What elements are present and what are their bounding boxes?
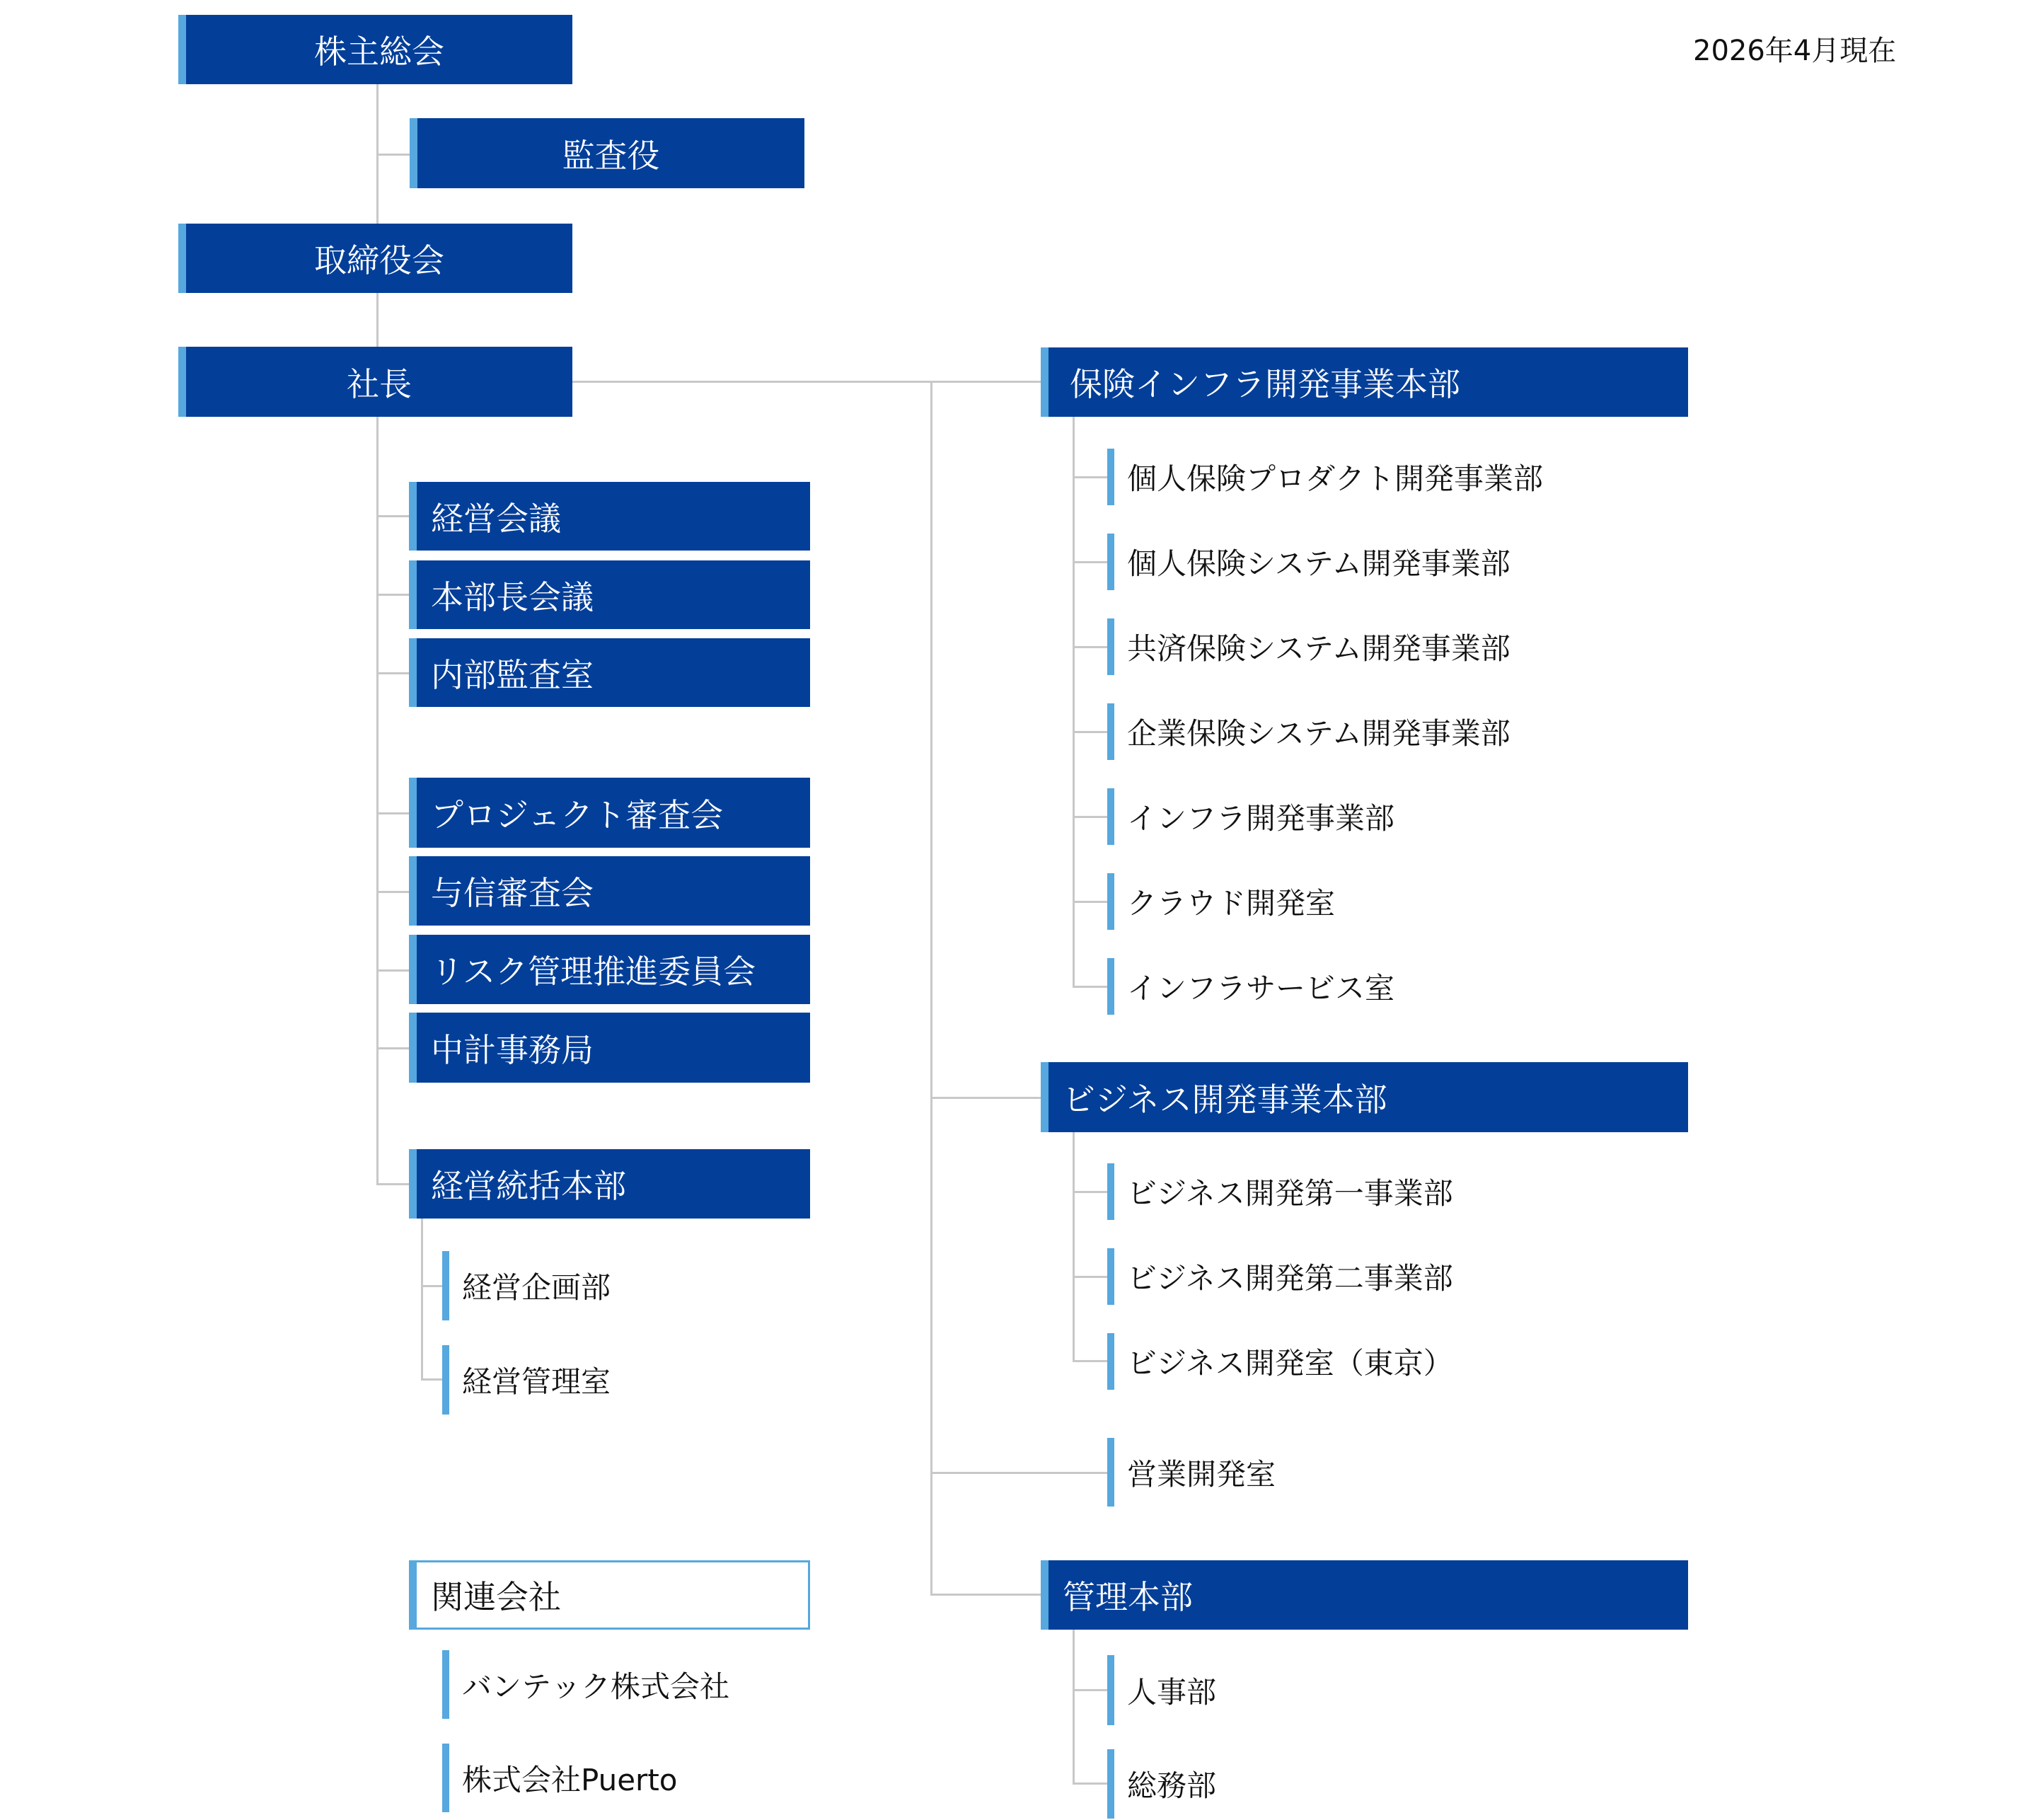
ins-item-label: 共済保険システム開発事業部 <box>1127 631 1511 666</box>
right-trunk-line <box>930 381 932 1596</box>
mgmt-item-label: 経営管理室 <box>462 1364 611 1399</box>
accent-bar <box>1107 788 1114 845</box>
ins-item-7[interactable] <box>1107 958 1394 1015</box>
affiliate-item-label: 株式会社Puerto <box>462 1762 678 1797</box>
connector-ins-4 <box>1073 731 1107 733</box>
ins-item-6[interactable] <box>1107 873 1335 930</box>
accent-bar <box>1107 1163 1114 1220</box>
president-box[interactable] <box>178 347 572 417</box>
internal-audit-label: 内部監査室 <box>431 655 594 694</box>
affiliates-label: 関連会社 <box>431 1578 561 1616</box>
admin-item-hr[interactable] <box>1107 1655 1216 1725</box>
connector-biz-2 <box>1073 1276 1107 1278</box>
credit-review-box[interactable] <box>409 856 810 926</box>
accent-bar <box>1107 1333 1114 1390</box>
midterm-plan-office-label: 中計事務局 <box>431 1030 594 1069</box>
admin-item-general-affairs[interactable] <box>1107 1749 1216 1819</box>
ins-item-label: クラウド開発室 <box>1127 886 1336 921</box>
credit-review-label: 与信審査会 <box>431 874 594 912</box>
connector-biz-1 <box>1073 1191 1107 1193</box>
connector-ins-5 <box>1073 816 1107 818</box>
connector-ins-3 <box>1073 646 1107 648</box>
connector-ins-1 <box>1073 476 1107 478</box>
management-hq-sub-trunk <box>421 1219 423 1380</box>
connector-ins-6 <box>1073 901 1107 903</box>
accent-bar <box>1107 1655 1114 1725</box>
connector-business-hq <box>930 1097 1041 1099</box>
connector-meeting-3 <box>376 672 410 674</box>
risk-committee-label: リスク管理推進委員会 <box>431 952 756 991</box>
insurance-hq-label: 保険インフラ開発事業本部 <box>1070 365 1460 403</box>
management-hq-box[interactable] <box>409 1149 810 1219</box>
accent-bar <box>442 1650 449 1719</box>
connector-ins-7 <box>1073 986 1107 988</box>
ins-item-label: インフラ開発事業部 <box>1127 801 1395 836</box>
mgmt-item-label: 経営企画部 <box>462 1270 611 1305</box>
project-review-label: プロジェクト審査会 <box>431 795 724 834</box>
biz-item-label: ビジネス開発第二事業部 <box>1127 1261 1453 1296</box>
management-meeting-box[interactable] <box>409 482 810 551</box>
president-right-line <box>572 381 1041 383</box>
accent-bar <box>1107 618 1114 675</box>
division-heads-meeting-box[interactable] <box>409 560 810 629</box>
auditor-box[interactable] <box>410 118 804 188</box>
mgmt-item-planning[interactable] <box>442 1251 611 1320</box>
ins-item-label: 企業保険システム開発事業部 <box>1127 716 1511 751</box>
affiliate-item-label: バンテック株式会社 <box>462 1669 730 1704</box>
ins-item-label: 個人保険プロダクト開発事業部 <box>1127 461 1544 496</box>
affiliates-box[interactable] <box>409 1560 810 1630</box>
connector-admin-2 <box>1073 1782 1107 1785</box>
connector-biz-3 <box>1073 1360 1107 1362</box>
accent-bar <box>1107 1749 1114 1819</box>
ins-item-2[interactable] <box>1107 534 1511 590</box>
auditor-label: 監査役 <box>562 136 660 175</box>
admin-item-label: 総務部 <box>1127 1768 1217 1803</box>
project-review-box[interactable] <box>409 778 810 848</box>
accent-bar <box>442 1251 449 1320</box>
affiliate-item-vantec[interactable] <box>442 1650 729 1719</box>
connector-sales-dev <box>930 1472 1107 1474</box>
division-heads-meeting-label: 本部長会議 <box>431 577 594 616</box>
admin-item-label: 人事部 <box>1127 1674 1217 1710</box>
management-hq-label: 経営統括本部 <box>431 1167 626 1205</box>
connector-committee-1 <box>376 812 410 814</box>
biz-item-label: ビジネス開発室（東京） <box>1127 1346 1453 1381</box>
connector-mgmt-item-2 <box>421 1378 442 1381</box>
accent-bar <box>1107 703 1114 760</box>
ins-item-1[interactable] <box>1107 449 1543 505</box>
internal-audit-box[interactable] <box>409 638 810 707</box>
president-label: 社長 <box>347 364 412 403</box>
management-meeting-label: 経営会議 <box>431 499 561 538</box>
business-hq-box[interactable] <box>1041 1062 1688 1132</box>
connector-meeting-1 <box>376 515 410 517</box>
connector-ins-2 <box>1073 561 1107 563</box>
connector-admin-1 <box>1073 1689 1107 1691</box>
connector-auditor <box>376 154 410 156</box>
connector-committee-3 <box>376 969 410 972</box>
connector-committee-2 <box>376 891 410 893</box>
shareholders-meeting-label: 株主総会 <box>314 33 444 71</box>
biz-item-2[interactable] <box>1107 1248 1453 1305</box>
ins-item-label: インフラサービス室 <box>1127 971 1395 1006</box>
biz-item-label: ビジネス開発第一事業部 <box>1127 1176 1453 1211</box>
biz-item-3[interactable] <box>1107 1333 1453 1390</box>
midterm-plan-office-box[interactable] <box>409 1013 810 1083</box>
ins-item-5[interactable] <box>1107 788 1394 845</box>
accent-bar <box>442 1345 449 1415</box>
connector-committee-4 <box>376 1047 410 1049</box>
board-label: 取締役会 <box>314 241 444 280</box>
ins-item-3[interactable] <box>1107 618 1511 675</box>
accent-bar <box>1107 1248 1114 1305</box>
admin-sub-trunk <box>1073 1630 1075 1784</box>
sales-dev-label: 営業開発室 <box>1127 1456 1276 1492</box>
accent-bar <box>1107 449 1114 505</box>
biz-item-1[interactable] <box>1107 1163 1453 1220</box>
affiliate-item-puerto[interactable] <box>442 1744 677 1812</box>
sales-dev-item[interactable] <box>1107 1438 1276 1507</box>
ins-item-label: 個人保険システム開発事業部 <box>1127 546 1511 581</box>
insurance-hq-box[interactable] <box>1041 347 1688 417</box>
admin-hq-label: 管理本部 <box>1063 1578 1193 1616</box>
accent-bar <box>442 1744 449 1812</box>
risk-committee-box[interactable] <box>409 935 810 1004</box>
mgmt-item-control[interactable] <box>442 1345 611 1415</box>
ins-item-4[interactable] <box>1107 703 1511 760</box>
accent-bar <box>1107 873 1114 930</box>
accent-bar <box>1107 1438 1114 1507</box>
connector-meeting-2 <box>376 594 410 596</box>
admin-hq-box[interactable] <box>1041 1560 1688 1630</box>
connector-admin-hq <box>930 1594 1041 1596</box>
accent-bar <box>1107 958 1114 1015</box>
as-of-date: 2026年4月現在 <box>1693 35 1897 67</box>
board-box[interactable] <box>178 224 572 293</box>
accent-bar <box>1107 534 1114 590</box>
connector-mgmt-item-1 <box>421 1285 442 1287</box>
connector-management-hq <box>376 1183 410 1185</box>
shareholders-meeting-box[interactable] <box>178 15 572 84</box>
business-sub-trunk <box>1073 1132 1075 1362</box>
business-hq-label: ビジネス開発事業本部 <box>1063 1080 1387 1119</box>
